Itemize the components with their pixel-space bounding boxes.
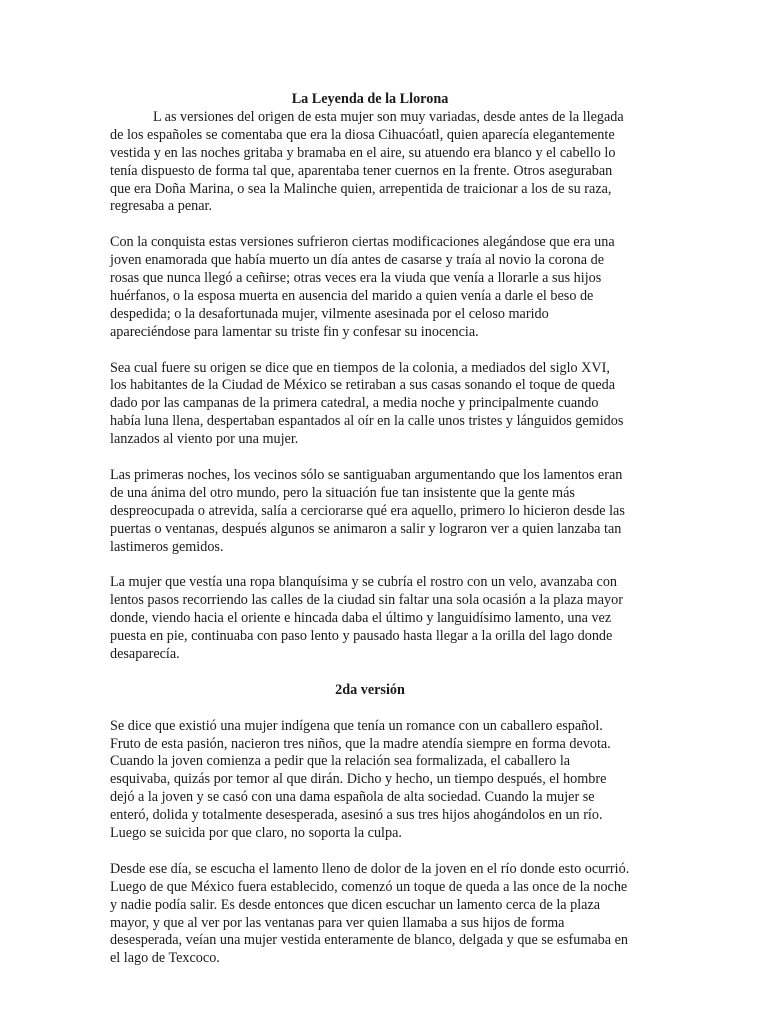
paragraph-5: La mujer que vestía una ropa blanquísima y se cubría el rostro con un velo, avanzaba con lentos pasos recorriendo las calles de la ciudad sin faltar una sola ocasión a la plaza mayor donde, viendo hacia el oriente e hincada daba el último y languidísimo lamento, una vez puesta en pie, continuaba con paso lento y pausado hasta llegar a la orilla del lago donde desaparecía. <box>110 574 623 663</box>
paragraph-1: L as versiones del origen de esta mujer son muy variadas, desde antes de la llegada de los españoles se comentaba que era la diosa Cihuacóatl, quien aparecía elegantemente vestida y en las noches gritaba y bramaba en el aire, su atuendo era blanco y el cabello lo tenía dispuesto de forma tal que, aparentaba tener cuernos en la frente. Otros aseguraban que era Doña Marina, o sea la Malinche quien, arrepentida de traicionar a los de su raza, regresaba a penar. <box>110 108 624 215</box>
section-heading: 2da versión <box>335 681 405 698</box>
paragraph-7: Desde ese día, se escucha el lamento lleno de dolor de la joven en el río donde esto ocurrió. Luego de que México fuera establecido, comenzó un toque de queda a las once de la noche y nadie podía salir. Es desde entonces que dicen escuchar un lamento cerca de la plaza mayor, y que al ver por las ventanas para ver quien llamaba a sus hijos de forma desesperada, veían una mujer vestida enteramente de blanco, delgada y que se esfumaba en el lago de Texcoco. <box>110 860 630 967</box>
paragraph-4: Las primeras noches, los vecinos sólo se santiguaban argumentando que los lamentos eran de una ánima del otro mundo, pero la situación fue tan insistente que la gente más despreocupada o atrevida, salía a cerciorarse qué era aquello, primero lo hicieron desde las puertas o ventanas, después algunos se animaron a salir y lograron ver a quien lanzaba tan lastimeros gemidos. <box>110 466 625 555</box>
paragraph-3: Sea cual fuere su origen se dice que en tiempos de la colonia, a mediados del siglo XVI, los habitantes de la Ciudad de México se retiraban a sus casas sonando el toque de queda dado por las campanas de la primera catedral, a media noche y principalmente cuando había luna llena, despertaban espantados al oír en la calle unos tristes y lánguidos gemidos lanzados al viento por una mujer. <box>110 359 624 448</box>
paragraph-2: Con la conquista estas versiones sufrieron ciertas modificaciones alegándose que era una joven enamorada que había muerto un día antes de casarse y traía al novio la corona de rosas que nunca llegó a ceñirse; otras veces era la viuda que venía a llorarle a sus hijos huérfanos, o la esposa muerta en ausencia del marido a quien venía a darle el beso de despedida; o la desafortunada mujer, vilmente asesinada por el celoso marido apareciéndose para lamentar su triste fin y confesar su inocencia. <box>110 234 615 340</box>
document-title: La Leyenda de la Llorona <box>291 91 449 107</box>
paragraph-6: Se dice que existió una mujer indígena que tenía un romance con un caballero español. Fruto de esta pasión, nacieron tres niños, que la madre atendía siempre en forma devota. Cuando la joven comienza a pedir que la relación sea formalizada, el caballero la esquivaba, quizás por temor al que dirán. Dicho y hecho, un tiempo después, el hombre dejó a la joven y se casó con una dama española de alta sociedad. Cuando la mujer se enteró, dolida y totalmente desesperada, asesinó a sus tres hijos ahogándolos en un río. Luego se suicida por que claro, no soporta la culpa. <box>110 717 611 842</box>
document-page <box>110 91 630 986</box>
